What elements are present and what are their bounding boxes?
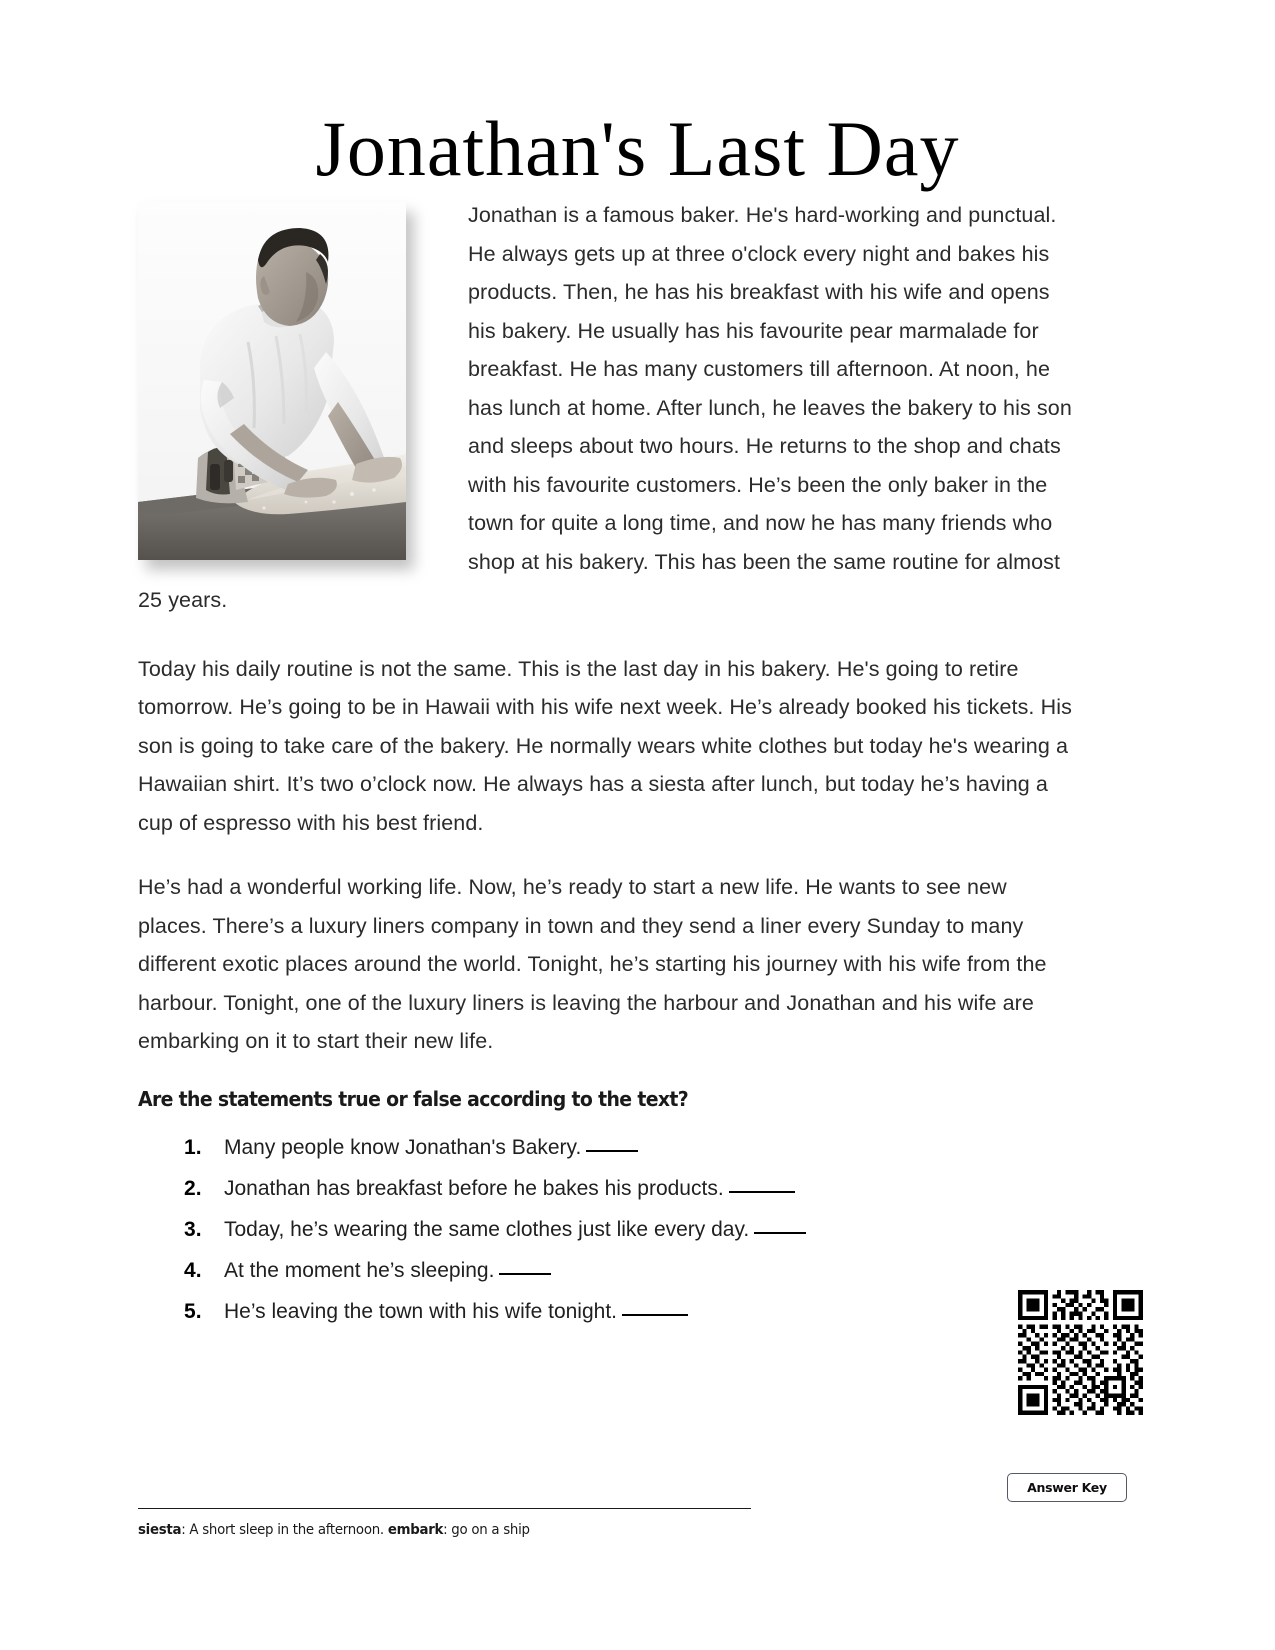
list-item xyxy=(184,1127,1073,1168)
answer-blank[interactable] xyxy=(754,1232,806,1234)
story-paragraph-2: Today his daily routine is not the same. This is the last day in his bakery. He's going to retire tomorrow. He’s going to be in Hawaii with his wife next week. He’s already booked his tickets. His son is going to take care of the bakery. He normally wears white clothes but today he's wearing a Hawaiian shirt. It’s two o’clock now. He always has a siesta after lunch, but today he’s having a cup of espresso with his best friend. xyxy=(138,656,1072,835)
list-item xyxy=(184,1168,1073,1209)
glossary-footnote xyxy=(138,1519,874,1541)
qr-code-icon[interactable] xyxy=(1018,1290,1143,1415)
statement-text: Today, he’s wearing the same clothes just like every day. xyxy=(224,1217,750,1241)
list-item xyxy=(184,1291,1073,1332)
story-paragraph-1: Jonathan is a famous baker. He's hard-working and punctual. He always gets up at three o'clock every night and bakes his products. Then, he has his breakfast with his wife and opens his bakery. He usually has his favourite pear marmalade for breakfast. He has many customers till afternoon. At noon, he has lunch at home. After lunch, he leaves the bakery to his son and sleeps about two hours. He returns to the shop and chats with his favourite customers. He’s been the only baker in the town for quite a long time, and now he has many friends who shop at his bakery. This has been the same routine for almost 25 years. xyxy=(138,203,1072,612)
glossary-definition-siesta: : A short sleep in the afternoon. xyxy=(181,1522,384,1538)
list-item xyxy=(184,1209,1073,1250)
story-paragraph-3: He’s had a wonderful working life. Now, he’s ready to start a new life. He wants to see new places. There’s a luxury liners company in town and they send a liner every Sunday to many different exotic places around the world. Tonight, he’s starting his journey with his wife from the harbour. Tonight, one of the luxury liners is leaving the harbour and Jonathan and his wife are embarking on it to start their new life. xyxy=(138,875,1047,1053)
answer-blank[interactable] xyxy=(622,1314,688,1316)
answer-blank[interactable] xyxy=(499,1273,551,1275)
baker-kneading-dough-photo xyxy=(138,202,406,560)
answer-blank[interactable] xyxy=(729,1191,795,1193)
answer-key-button[interactable] xyxy=(1007,1473,1127,1502)
answer-blank[interactable] xyxy=(586,1150,638,1152)
statement-text: Jonathan has breakfast before he bakes his products. xyxy=(224,1176,724,1200)
true-false-statements-list xyxy=(138,1127,1073,1332)
baker-photo-container xyxy=(138,202,406,560)
exercise-heading: Are the statements true or false according to the text? xyxy=(138,1086,689,1111)
glossary-term-embark: embark xyxy=(387,1522,444,1538)
statement-text: At the moment he’s sleeping. xyxy=(224,1258,495,1282)
footer-divider xyxy=(138,1508,751,1509)
glossary-term-siesta: siesta xyxy=(138,1522,182,1538)
list-item xyxy=(184,1250,1073,1291)
statement-text: Many people know Jonathan's Bakery. xyxy=(224,1135,582,1159)
answer-key-label: Answer Key xyxy=(1027,1480,1107,1495)
content-column xyxy=(138,196,1073,1332)
glossary-definition-embark: : go on a ship xyxy=(443,1522,530,1538)
page-title: Jonathan's Last Day xyxy=(315,105,960,193)
statement-text: He’s leaving the town with his wife tonight. xyxy=(224,1299,617,1323)
